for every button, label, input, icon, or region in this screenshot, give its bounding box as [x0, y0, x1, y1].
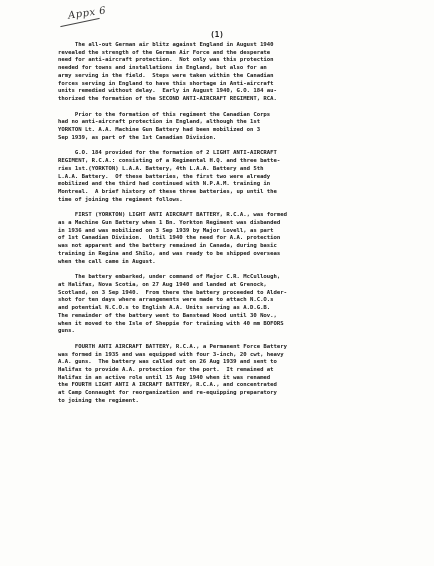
paragraph-prior-formation: Prior to the formation of this regiment the Canadian Corps had no anti-aircraft protection in England, although the 1st YORKTON Lt. A.A. Machine Gun Battery had been mobilized on 3 Sep 1939, as part of the 1st Canadian Division.	[58, 111, 271, 141]
paragraph-first-battery: FIRST (YORKTON) LIGHT ANTI AIRCRAFT BATTERY, R.C.A., was formed as a Machine Gun Battery when 1 Bn. Yorkton Regiment was disbanded in 1936 and was mobilized on 3 Sep 1939 by Major Lovell, as part of 1st Canadian Division. Until 1940 the need for A.A. protection was not apparent and the battery remained in Canada, during basic training in Regina and Shilo, and was ready to be shipped overseas when the call came in August.	[58, 212, 288, 265]
paragraph-go-184: G.O. 184 provided for the formation of 2 LIGHT ANTI-AIRCRAFT REGIMENT, R.C.A.: consisting of a Regimental H.Q. and three batte- ries 1st.(YORKTON) L.A.A. Battery, 4th L.A.A. Battery and 5th L.A.A. Battery. Of these batteries, the first two were already mobilized and the third had continued with N.P.A.M. training in Montreal. A brief history of these three batteries, up until the time of joining the regiment follows.	[58, 150, 281, 203]
paragraph-intro: The all-out German air blitz against England in August 1940 revealed the strength of the German Air Force and the desperate need for anti-aircraft protection. Not only was this protection needed for towns and installations in England, but also for an army serving in the field. Steps were taken within the Canadian forces serving in England to have this shortage in Anti-aircraft units remedied without delay. Early in August 1940, G.O. 184 au- thorized the formation of the SECOND ANTI-AIRCRAFT REGIMENT, RCA.	[58, 42, 277, 102]
paragraph-fourth-battery: FOURTH ANTI AIRCRAFT BATTERY, R.C.A., a Permanent Force Battery was formed in 1935 and was equipped with four 3-inch, 20 cwt, heavy A.A. guns. The battery was called out on 26 Aug 1939 and sent to Halifax to provide A.A. protection for the port. It remained at Halifax in an active role until 15 Aug 1940 when it was renamed the FOURTH LIGHT ANTI A IRCRAFT BATTERY, R.C.A., and concentrated at Camp Connaught for reorganization and re-equipping preparatory to joining the regiment.	[58, 343, 288, 404]
handwritten-annotation: Appx 6	[67, 5, 107, 22]
document-body	[58, 42, 394, 414]
paragraph-embarkation: The battery embarked, under command of Major C.R. McCullough, at Halifax, Nova Scotia, on 27 Aug 1940 and landed at Grenock, Scotland, on 3 Sep 1940. From there the battery proceeded to Alder- shot for ten days where arrangements were made to attach N.C.O.s and potential N.C.O.s to English A.A. Units serving as A.D.G.B. The remainder of the battery went to Banstead Wood until 30 Nov., when it moved to the Isle of Sheppie for training with 40 mm BOFORS guns.	[58, 274, 288, 335]
page-number: (1)	[210, 30, 224, 39]
